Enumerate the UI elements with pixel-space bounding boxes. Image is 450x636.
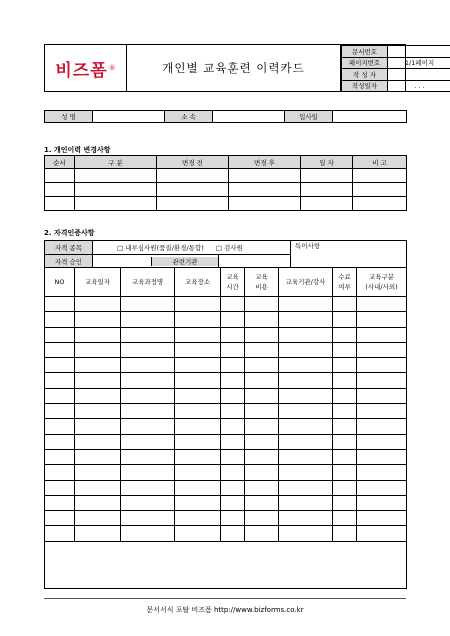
column-header: 비 고 [353, 156, 407, 169]
table-cell[interactable] [75, 327, 121, 342]
table-cell[interactable] [279, 358, 333, 373]
meta-value[interactable]: . . . [388, 80, 450, 92]
table-cell[interactable] [175, 388, 221, 403]
brand-logo [45, 45, 127, 91]
table-cell[interactable] [357, 342, 407, 357]
table-cell[interactable] [333, 480, 357, 495]
table-cell[interactable] [75, 373, 121, 388]
table-cell[interactable] [333, 297, 357, 312]
name-field[interactable] [93, 111, 165, 123]
table-row [45, 183, 407, 197]
history-change-table [44, 155, 407, 211]
table-cell[interactable] [75, 434, 121, 449]
table-row [45, 373, 407, 388]
table-cell[interactable] [121, 342, 175, 357]
table-cell[interactable] [333, 419, 357, 434]
table-cell[interactable] [121, 327, 175, 342]
table-cell[interactable] [175, 495, 221, 510]
table-cell[interactable] [333, 495, 357, 510]
table-row [45, 169, 407, 183]
table-cell[interactable] [45, 511, 75, 526]
table-cell[interactable] [121, 434, 175, 449]
table-cell[interactable] [175, 419, 221, 434]
table-cell[interactable] [245, 327, 279, 342]
table-cell[interactable] [333, 526, 357, 541]
table-cell[interactable] [121, 404, 175, 419]
table-cell[interactable] [333, 434, 357, 449]
table-cell[interactable] [245, 480, 279, 495]
meta-value[interactable] [388, 46, 450, 58]
employee-info-table [44, 110, 407, 123]
table-cell[interactable] [121, 511, 175, 526]
table-cell[interactable] [221, 495, 245, 510]
cert-type-label: 자격 종목 [45, 241, 93, 255]
column-header: 교육장소 [175, 268, 221, 297]
table-cell[interactable] [75, 404, 121, 419]
table-cell[interactable] [245, 388, 279, 403]
table-cell[interactable] [175, 327, 221, 342]
table-cell[interactable] [221, 480, 245, 495]
table-cell[interactable] [333, 465, 357, 480]
table-cell[interactable] [175, 434, 221, 449]
table-cell[interactable] [279, 297, 333, 312]
related-org-field[interactable] [219, 255, 291, 268]
table-row [45, 197, 407, 211]
table-cell[interactable] [45, 404, 75, 419]
table-row [45, 404, 407, 419]
logo-text: 비즈폼 [55, 60, 108, 81]
table-cell[interactable] [221, 449, 245, 464]
table-row [45, 449, 407, 464]
table-cell[interactable] [75, 312, 121, 327]
table-cell[interactable] [75, 419, 121, 434]
table-cell[interactable] [245, 297, 279, 312]
table-row [45, 327, 407, 342]
table-cell[interactable] [221, 465, 245, 480]
table-cell[interactable] [221, 297, 245, 312]
table-cell[interactable] [279, 449, 333, 464]
table-cell[interactable] [245, 465, 279, 480]
document-meta-table [341, 45, 450, 92]
footer-divider [44, 598, 406, 599]
special-notes-label: 특이사항 [295, 242, 321, 250]
table-cell[interactable] [175, 312, 221, 327]
table-cell[interactable] [175, 358, 221, 373]
table-cell[interactable] [45, 388, 75, 403]
table-cell[interactable] [357, 419, 407, 434]
table-cell[interactable] [45, 526, 75, 541]
meta-value[interactable] [388, 69, 450, 81]
join-date-field[interactable] [333, 111, 407, 123]
document-title: 개인별 교육훈련 이력카드 [127, 45, 341, 91]
table-cell[interactable] [357, 327, 407, 342]
table-cell[interactable] [75, 526, 121, 541]
table-cell[interactable] [75, 297, 121, 312]
table-cell[interactable] [45, 342, 75, 357]
document-header [44, 44, 435, 92]
certification-table [44, 240, 407, 268]
table-cell[interactable] [75, 480, 121, 495]
table-cell[interactable] [357, 465, 407, 480]
table-cell[interactable] [75, 197, 157, 211]
table-cell[interactable] [121, 297, 175, 312]
table-cell[interactable] [75, 358, 121, 373]
table-cell[interactable] [279, 312, 333, 327]
table-cell[interactable] [221, 312, 245, 327]
table-cell[interactable] [353, 197, 407, 211]
table-cell[interactable] [245, 312, 279, 327]
column-header: 교육 시간 [221, 268, 245, 297]
table-cell[interactable] [333, 449, 357, 464]
table-cell[interactable] [75, 388, 121, 403]
table-cell[interactable] [333, 373, 357, 388]
table-cell[interactable] [279, 419, 333, 434]
table-cell[interactable] [245, 419, 279, 434]
table-cell[interactable] [221, 419, 245, 434]
table-cell[interactable] [357, 526, 407, 541]
table-cell[interactable] [279, 495, 333, 510]
table-cell[interactable] [357, 297, 407, 312]
table-cell[interactable] [157, 183, 229, 197]
table-cell[interactable] [245, 526, 279, 541]
special-notes-cell[interactable] [291, 241, 407, 268]
table-cell[interactable] [357, 312, 407, 327]
table-row [45, 434, 407, 449]
table-cell[interactable] [45, 480, 75, 495]
table-cell[interactable] [75, 169, 157, 183]
table-cell[interactable] [175, 480, 221, 495]
training-history-table [44, 267, 407, 589]
table-row [45, 342, 407, 357]
table-cell[interactable] [279, 388, 333, 403]
internal-auditor-checkbox[interactable]: □ 내부심사원(품질/환경/통합) [117, 244, 204, 252]
remarks-area[interactable] [45, 541, 407, 588]
column-header: 교육구분 (사내/사외) [357, 268, 407, 297]
table-cell[interactable] [157, 169, 229, 183]
table-cell[interactable] [245, 434, 279, 449]
table-cell[interactable] [221, 373, 245, 388]
table-cell[interactable] [45, 373, 75, 388]
table-cell[interactable] [301, 183, 353, 197]
table-cell[interactable] [45, 197, 75, 211]
table-cell[interactable] [333, 342, 357, 357]
table-cell[interactable] [279, 465, 333, 480]
table-cell[interactable] [121, 495, 175, 510]
table-cell[interactable] [357, 511, 407, 526]
table-cell[interactable] [45, 434, 75, 449]
column-header: 교육기관/강사 [279, 268, 333, 297]
table-row [45, 511, 407, 526]
table-cell[interactable] [279, 480, 333, 495]
table-cell[interactable] [75, 495, 121, 510]
table-cell[interactable] [121, 312, 175, 327]
table-cell[interactable] [229, 197, 301, 211]
table-cell[interactable] [121, 358, 175, 373]
table-cell[interactable] [245, 404, 279, 419]
table-cell[interactable] [45, 327, 75, 342]
meta-label: 작 성 자 [342, 69, 388, 81]
section1-title: 1. 개인이력 변경사항 [44, 146, 111, 154]
table-cell[interactable] [353, 183, 407, 197]
table-cell[interactable] [279, 327, 333, 342]
table-cell[interactable] [221, 388, 245, 403]
table-cell[interactable] [121, 480, 175, 495]
table-cell[interactable] [221, 526, 245, 541]
table-cell[interactable] [333, 327, 357, 342]
table-row [45, 388, 407, 403]
column-header: 일 자 [301, 156, 353, 169]
table-cell[interactable] [221, 404, 245, 419]
cert-approval-label: 자격 승인 [45, 255, 93, 268]
meta-label: 문서번호 [342, 46, 388, 58]
cert-type-options [93, 241, 291, 255]
table-cell[interactable] [357, 404, 407, 419]
table-cell[interactable] [175, 511, 221, 526]
table-cell[interactable] [279, 342, 333, 357]
dept-field[interactable] [213, 111, 285, 123]
meta-label: 페이지번호 [342, 57, 388, 69]
table-cell[interactable] [229, 183, 301, 197]
table-cell[interactable] [75, 342, 121, 357]
table-cell[interactable] [333, 404, 357, 419]
registered-mark: ® [108, 64, 116, 72]
table-cell[interactable] [279, 511, 333, 526]
table-cell[interactable] [229, 169, 301, 183]
table-cell[interactable] [175, 342, 221, 357]
meta-label: 작성일자 [342, 80, 388, 92]
table-cell[interactable] [221, 358, 245, 373]
table-cell[interactable] [121, 449, 175, 464]
table-cell[interactable] [279, 404, 333, 419]
table-cell[interactable] [301, 197, 353, 211]
table-cell[interactable] [357, 495, 407, 510]
table-cell[interactable] [221, 434, 245, 449]
table-cell[interactable] [279, 526, 333, 541]
column-header: 교육과정명 [121, 268, 175, 297]
inspector-checkbox[interactable]: □ 검사원 [215, 244, 243, 252]
table-cell[interactable] [175, 404, 221, 419]
table-cell[interactable] [175, 373, 221, 388]
table-cell[interactable] [175, 449, 221, 464]
table-cell[interactable] [45, 297, 75, 312]
table-cell[interactable] [45, 419, 75, 434]
table-cell[interactable] [45, 465, 75, 480]
column-header: 순서 [45, 156, 75, 169]
table-cell[interactable] [245, 373, 279, 388]
column-header: 구 분 [75, 156, 157, 169]
table-cell[interactable] [221, 342, 245, 357]
table-cell[interactable] [245, 449, 279, 464]
table-cell[interactable] [175, 465, 221, 480]
table-row [45, 419, 407, 434]
table-cell[interactable] [75, 449, 121, 464]
column-header: NO [45, 268, 75, 297]
table-cell[interactable] [245, 342, 279, 357]
name-label: 성 명 [45, 111, 93, 123]
table-cell[interactable] [357, 373, 407, 388]
table-cell[interactable] [357, 434, 407, 449]
table-row [45, 297, 407, 312]
column-header: 변경 후 [229, 156, 301, 169]
table-cell[interactable] [221, 327, 245, 342]
meta-value[interactable]: 1/1페이지 [388, 57, 450, 69]
table-cell[interactable] [45, 358, 75, 373]
table-cell[interactable] [45, 312, 75, 327]
column-header: 교육일자 [75, 268, 121, 297]
column-header: 교육 비용 [245, 268, 279, 297]
table-cell[interactable] [333, 358, 357, 373]
table-cell[interactable] [75, 465, 121, 480]
table-row [45, 480, 407, 495]
table-cell[interactable] [333, 312, 357, 327]
column-header: 수료 여부 [333, 268, 357, 297]
dept-label: 소 속 [165, 111, 213, 123]
table-cell[interactable] [357, 388, 407, 403]
table-cell[interactable] [121, 526, 175, 541]
table-cell[interactable] [245, 358, 279, 373]
table-cell[interactable] [353, 169, 407, 183]
table-cell[interactable] [301, 169, 353, 183]
table-cell[interactable] [75, 183, 157, 197]
table-cell[interactable] [245, 511, 279, 526]
table-cell[interactable] [175, 526, 221, 541]
table-cell[interactable] [221, 511, 245, 526]
table-cell[interactable] [333, 388, 357, 403]
table-cell[interactable] [357, 480, 407, 495]
footer-text: 문서서식 포탈 비즈폼 http://www.bizforms.co.kr [146, 606, 304, 614]
table-row [45, 312, 407, 327]
section2-title: 2. 자격인증사항 [44, 229, 95, 237]
cert-approval-field[interactable] [93, 255, 219, 268]
join-date-label: 입사일 [285, 111, 333, 123]
table-cell[interactable] [45, 169, 75, 183]
table-cell[interactable] [245, 495, 279, 510]
table-cell[interactable] [175, 297, 221, 312]
related-org-label: 관련기관 [151, 257, 218, 266]
table-cell[interactable] [45, 449, 75, 464]
table-cell[interactable] [121, 373, 175, 388]
table-cell[interactable] [357, 449, 407, 464]
table-row [45, 526, 407, 541]
table-cell[interactable] [357, 358, 407, 373]
table-cell[interactable] [333, 511, 357, 526]
table-cell[interactable] [45, 183, 75, 197]
table-row [45, 465, 407, 480]
table-row [45, 495, 407, 510]
table-cell[interactable] [279, 434, 333, 449]
table-cell[interactable] [121, 388, 175, 403]
table-cell[interactable] [157, 197, 229, 211]
table-cell[interactable] [121, 419, 175, 434]
table-cell[interactable] [75, 511, 121, 526]
table-cell[interactable] [121, 465, 175, 480]
table-cell[interactable] [45, 495, 75, 510]
table-cell[interactable] [279, 373, 333, 388]
column-header: 변경 전 [157, 156, 229, 169]
table-row [45, 358, 407, 373]
